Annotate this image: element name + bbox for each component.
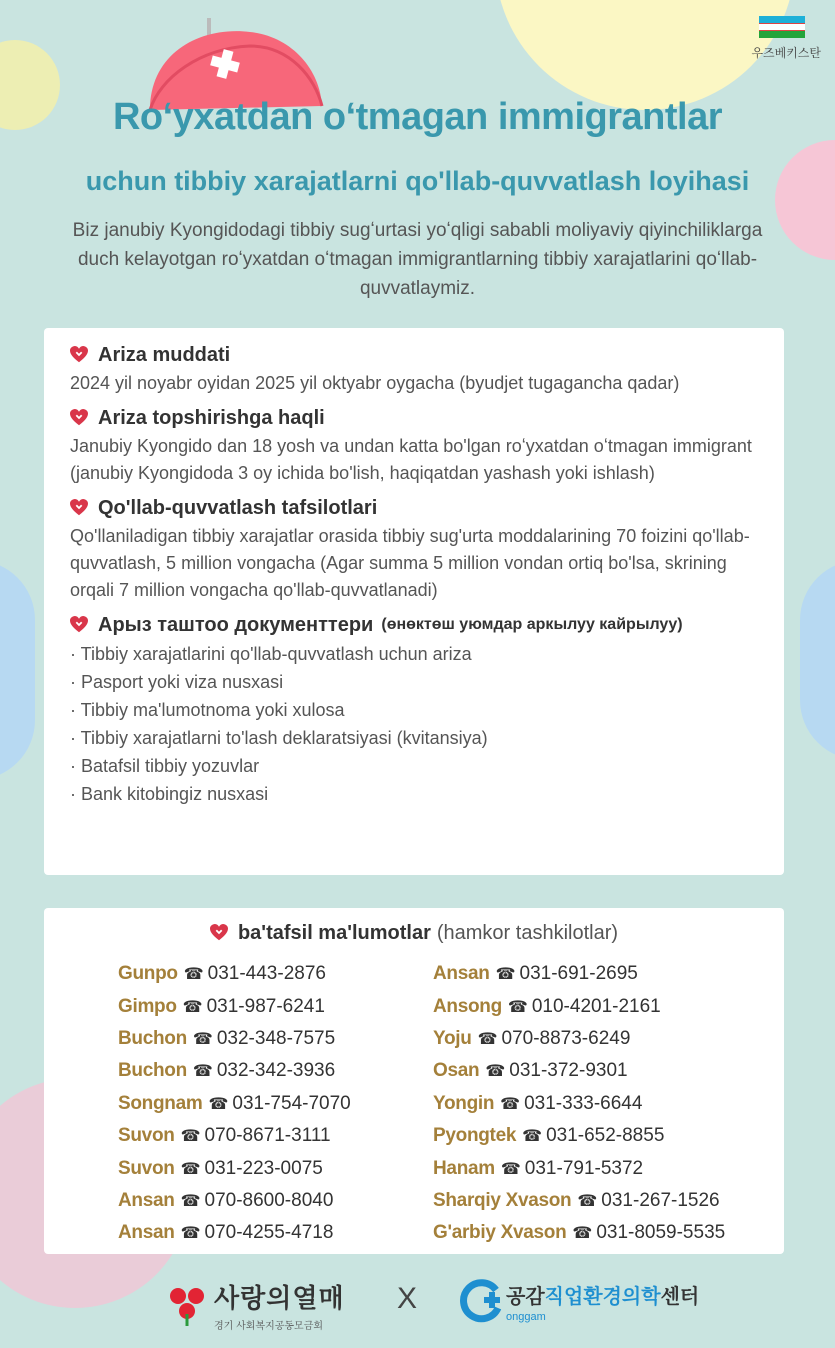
phone-icon: ☎ <box>192 1063 213 1081</box>
uzbekistan-flag-icon <box>759 16 805 38</box>
section-heading: Арыз таштоо документтери <box>98 613 374 636</box>
contact-phone[interactable]: 031-223-0075 <box>204 1157 323 1179</box>
contact-city: Ansong <box>433 995 502 1017</box>
contact-phone[interactable]: 031-691-2695 <box>519 963 638 985</box>
section-heading: Ariza muddati <box>98 343 231 366</box>
document-list <box>70 640 758 808</box>
contacts-card <box>44 908 784 1254</box>
contact-row <box>118 1120 433 1152</box>
list-item: · Pasport yoki viza nusxasi <box>70 668 758 696</box>
contact-city: Pyongtek <box>433 1125 517 1147</box>
section-heading: Ariza topshirishga haqli <box>98 406 325 429</box>
phone-icon: ☎ <box>182 998 203 1016</box>
section-text: Janubiy Kyongido dan 18 yosh va undan katta bo'lgan roʻyxatdan oʻtmagan immigrant (janubiy Kyongidoda 3 oy ichida bo'lish, haqiqatdan yashash yoki ishlash) <box>70 436 752 483</box>
contact-row <box>433 1217 748 1249</box>
contact-row <box>118 1217 433 1249</box>
contact-phone[interactable]: 031-987-6241 <box>206 995 325 1017</box>
contact-city: G'arbiy Xvason <box>433 1222 567 1244</box>
contact-row <box>118 1023 433 1055</box>
section-documents <box>70 610 758 808</box>
info-card <box>44 328 784 875</box>
contact-phone[interactable]: 010-4201-2161 <box>531 995 661 1017</box>
contacts-heading: ba'tafsil ma'lumotlar <box>237 921 431 944</box>
heart-icon <box>70 409 88 427</box>
section-support <box>70 493 758 604</box>
contact-phone[interactable]: 031-652-8855 <box>546 1125 665 1147</box>
contact-city: Yoju <box>433 1027 472 1049</box>
contact-row <box>433 958 748 990</box>
contact-row <box>118 1055 433 1087</box>
phone-icon: ☎ <box>572 1225 593 1243</box>
contact-row <box>433 1185 748 1217</box>
section-subheading: (өнөктөш уюмдар аркылуу кайрылуу) <box>381 616 683 633</box>
phone-icon: ☎ <box>507 998 528 1016</box>
contacts-columns <box>44 958 784 1250</box>
list-item: · Batafsil tibbiy yozuvlar <box>70 752 758 780</box>
list-item: · Tibbiy xarajatlarini qo'llab-quvvatlash uchun ariza <box>70 640 758 668</box>
contact-city: Ansan <box>118 1189 175 1211</box>
gonggam-logo-icon <box>458 1278 504 1324</box>
contact-phone[interactable]: 032-342-3936 <box>216 1060 336 1082</box>
section-eligibility <box>70 403 758 487</box>
logo-right-name: 공감직업환경의학센터 <box>506 1285 700 1308</box>
contact-row <box>433 1152 748 1184</box>
logo-right-subtitle: onggam <box>506 1310 546 1323</box>
logo-separator: X <box>397 1282 418 1315</box>
contact-phone[interactable]: 031-791-5372 <box>524 1157 644 1179</box>
country-label: 우즈베키스탄 <box>751 46 821 60</box>
contact-phone[interactable]: 032-348-7575 <box>216 1027 336 1049</box>
contact-phone[interactable]: 070-8671-3111 <box>204 1125 331 1147</box>
section-heading: Qo'llab-quvvatlash tafsilotlari <box>98 496 378 519</box>
page-subtitle: uchun tibbiy xarajatlarni qo'llab-quvvatlash loyihasi <box>85 166 750 196</box>
logo-left-name: 사랑의열매 <box>214 1283 345 1313</box>
phone-icon: ☎ <box>577 1192 598 1210</box>
section-period <box>70 340 758 397</box>
contact-row <box>118 1088 433 1120</box>
section-text: 2024 yil noyabr oyidan 2025 yil oktyabr oygacha (byudjet tugagancha qadar) <box>70 373 680 393</box>
contact-row <box>433 990 748 1022</box>
logo-left-subtitle: 경기 사회복지공동모금회 <box>214 1321 324 1332</box>
contact-city: Hanam <box>433 1157 495 1179</box>
contact-city: Buchon <box>118 1060 187 1082</box>
contact-row <box>118 958 433 990</box>
contact-phone[interactable]: 070-8600-8040 <box>204 1189 334 1211</box>
phone-icon: ☎ <box>180 1128 201 1146</box>
phone-icon: ☎ <box>495 966 516 984</box>
contacts-title <box>44 916 784 950</box>
contact-city: Osan <box>433 1060 480 1082</box>
contact-row <box>433 1120 748 1152</box>
contact-row <box>433 1055 748 1087</box>
bg-sun-shape <box>495 0 795 110</box>
phone-icon: ☎ <box>192 1030 213 1048</box>
heart-icon <box>70 616 88 634</box>
contact-city: Songnam <box>118 1092 203 1114</box>
phone-icon: ☎ <box>180 1225 201 1243</box>
contact-city: Yongin <box>433 1092 495 1114</box>
logo-sarang-ui-yeolmae <box>168 1278 345 1332</box>
phone-icon: ☎ <box>500 1160 521 1178</box>
contact-row <box>433 1088 748 1120</box>
contact-phone[interactable]: 070-4255-4718 <box>204 1222 334 1244</box>
contact-city: Buchon <box>118 1027 187 1049</box>
contact-row <box>118 990 433 1022</box>
contact-phone[interactable]: 031-372-9301 <box>509 1060 628 1082</box>
contact-phone[interactable]: 031-267-1526 <box>601 1189 720 1211</box>
phone-icon: ☎ <box>500 1095 521 1113</box>
intro-paragraph: Biz janubiy Kyongidodagi tibbiy sugʻurtasi yoʻqligi sababli moliyaviy qiyinchiliklarga duch kelayotgan roʻyxatdan oʻtmagan immigrantlarning tibbiy xarajatlarini qoʻllab-quvvatlaymiz. <box>72 220 763 299</box>
phone-icon: ☎ <box>180 1192 201 1210</box>
list-item: · Tibbiy ma'lumotnoma yoki xulosa <box>70 696 758 724</box>
contact-phone[interactable]: 031-443-2876 <box>207 963 326 985</box>
list-item: · Tibbiy xarajatlarni to'lash deklaratsiyasi (kvitansiya) <box>70 724 758 752</box>
contact-row <box>433 1023 748 1055</box>
contacts-column-left <box>118 958 433 1250</box>
phone-icon: ☎ <box>180 1160 201 1178</box>
phone-icon: ☎ <box>522 1128 543 1146</box>
contact-city: Ansan <box>118 1222 175 1244</box>
bg-blue-pill-left <box>0 560 35 780</box>
contact-city: Suvon <box>118 1125 175 1147</box>
contact-city: Gimpo <box>118 995 177 1017</box>
heart-icon <box>70 346 88 364</box>
contact-row <box>118 1152 433 1184</box>
contact-city: Suvon <box>118 1157 175 1179</box>
contact-city: Gunpo <box>118 963 178 985</box>
page-title: Roʻyxatdan oʻtmagan immigrantlar <box>112 96 722 138</box>
logo-gonggam-center <box>458 1278 699 1324</box>
phone-icon: ☎ <box>477 1030 498 1048</box>
heart-icon <box>210 924 228 942</box>
phone-icon: ☎ <box>183 966 204 984</box>
phone-icon: ☎ <box>208 1095 229 1113</box>
contacts-note: (hamkor tashkilotlar) <box>436 921 619 944</box>
heart-icon <box>70 499 88 517</box>
list-item: · Bank kitobingiz nusxasi <box>70 780 758 808</box>
section-text: Qo'llaniladigan tibbiy xarajatlar orasida tibbiy sug'urta moddalarining 70 foizini qo'llab-quvvatlash, 5 million vongacha (Agar summa 5 million vondan ortiq bo'lsa, skrining orqali 7 million vongacha qo'llab-quvvatlanadi) <box>70 526 750 600</box>
contact-phone[interactable]: 031-8059-5535 <box>596 1222 726 1244</box>
contact-city: Ansan <box>433 963 490 985</box>
contact-phone[interactable]: 070-8873-6249 <box>501 1027 631 1049</box>
contact-city: Sharqiy Xvason <box>433 1189 572 1211</box>
contact-row <box>118 1185 433 1217</box>
fruit-logo-icon <box>168 1284 206 1326</box>
contacts-column-right <box>433 958 748 1250</box>
contact-phone[interactable]: 031-754-7070 <box>232 1092 351 1114</box>
contact-phone[interactable]: 031-333-6644 <box>524 1092 643 1114</box>
bg-pink-circle <box>775 140 835 260</box>
bg-blue-pill-right <box>800 560 835 760</box>
phone-icon: ☎ <box>485 1063 506 1081</box>
